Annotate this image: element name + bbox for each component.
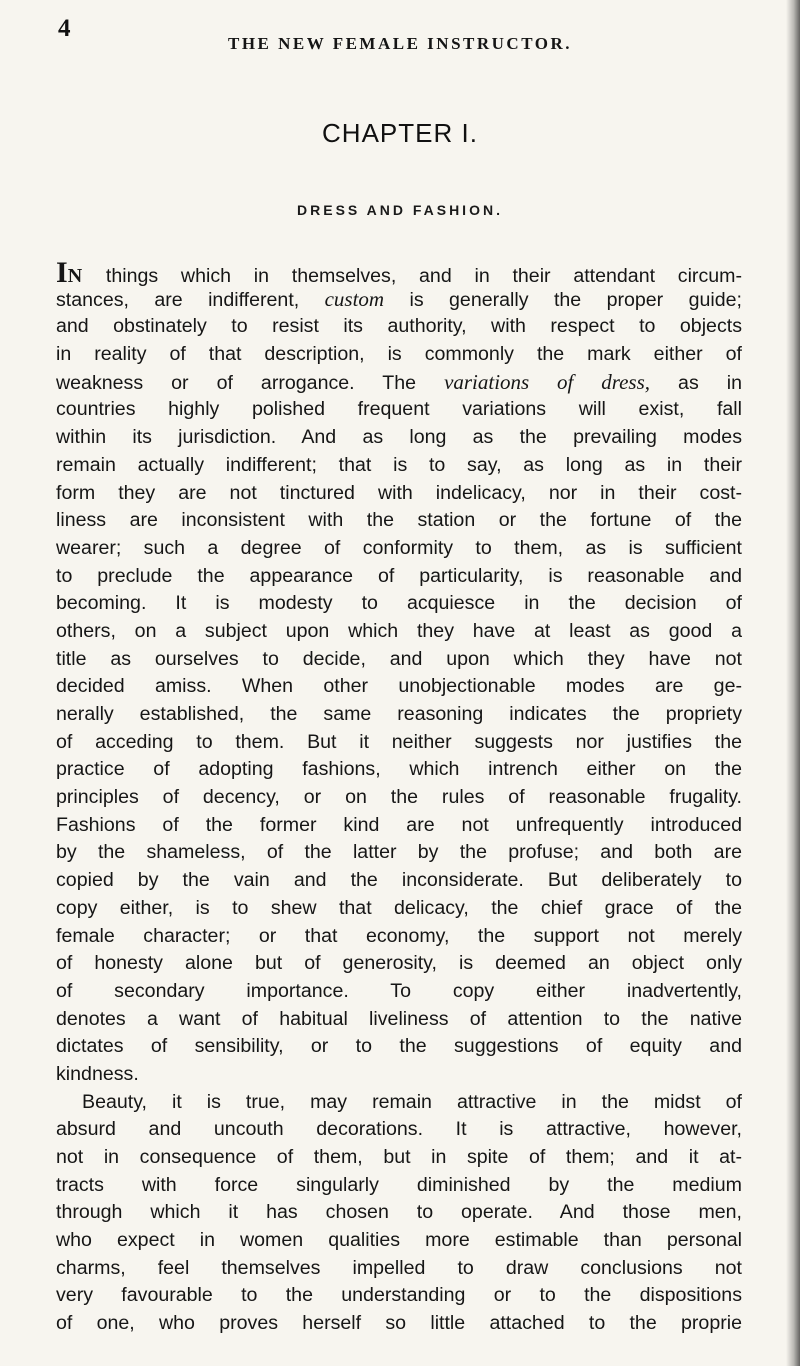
italic-word: custom <box>324 286 385 311</box>
text-line: form they are not tinctured with indelicacy, nor in their cost- <box>56 481 742 504</box>
chapter-title: CHAPTER I. <box>322 118 478 148</box>
text-line: and obstinately to resist its authority, with respect to objects <box>56 315 742 338</box>
text-line: by the shameless, of the latter by the profuse; and both are <box>56 841 742 864</box>
text-line: Beauty, it is true, may remain attractive in the midst of <box>82 1090 742 1113</box>
text-line: others, on a subject upon which they have at least as good a <box>56 619 742 642</box>
italic-phrase: variations of dress, <box>444 369 651 394</box>
text-line: nerally established, the same reasoning indicates the propriety <box>56 703 742 725</box>
text-line: of one, who proves herself so little attached to the proprie <box>56 1312 742 1335</box>
text-line: stances, are indifferent, custom is generally the proper guide; <box>56 286 742 311</box>
text-line: kindness. <box>56 1062 139 1085</box>
text-line: through which it has chosen to operate. And those men, <box>56 1201 742 1224</box>
text-line: dictates of sensibility, or to the suggestions of equity and <box>56 1035 742 1058</box>
text-line: copy either, is to shew that delicacy, the chief grace of the <box>56 896 742 919</box>
text-line: weakness or of arrogance. The variations of dress, as in <box>56 369 743 394</box>
text-line: wearer; such a degree of conformity to them, as is sufficient <box>56 536 742 559</box>
text-line: principles of decency, or on the rules of reasonable frugality. <box>56 786 742 809</box>
running-head: THE NEW FEMALE INSTRUCTOR. <box>228 34 572 53</box>
text-line: in reality of that description, is commonly the mark either of <box>56 343 742 366</box>
chapter-subtitle: DRESS AND FASHION. <box>297 202 503 218</box>
text-line: copied by the vain and the inconsiderate. But deliberately to <box>56 869 742 892</box>
text-line: of honesty alone but of generosity, is deemed an object only <box>56 952 742 975</box>
text-line: absurd and uncouth decorations. It is attractive, however, <box>56 1118 742 1141</box>
text-line: to preclude the appearance of particularity, is reasonable and <box>56 564 742 587</box>
text-line: not in consequence of them, but in spite of them; and it at- <box>56 1146 742 1168</box>
text-line: countries highly polished frequent variations will exist, fall <box>56 398 742 421</box>
small-caps-word: N <box>67 265 84 287</box>
text-line: very favourable to the understanding or to the dispositions <box>56 1284 742 1307</box>
text-line: of acceding to them. But it neither suggests nor justifies the <box>56 730 742 753</box>
text-line: becoming. It is modesty to acquiesce in the decision of <box>56 592 742 615</box>
text-line: tracts with force singularly diminished by the medium <box>56 1173 742 1196</box>
text-line: charms, feel themselves impelled to draw conclusions not <box>56 1256 742 1279</box>
text-line: within its jurisdiction. And as long as the prevailing modes <box>56 426 742 449</box>
text-line: IN things which in themselves, and in their attendant circum- <box>56 256 742 289</box>
text-line: liness are inconsistent with the station or the fortune of the <box>56 509 742 532</box>
text-line: denotes a want of habitual liveliness of attention to the native <box>56 1007 742 1030</box>
text-line: Fashions of the former kind are not unfrequently introduced <box>56 813 742 836</box>
text-line: title as ourselves to decide, and upon which they have not <box>56 647 742 670</box>
page-number: 4 <box>58 15 71 42</box>
text-line: remain actually indifferent; that is to say, as long as in their <box>56 453 742 476</box>
text-line: decided amiss. When other unobjectionable modes are ge- <box>56 675 742 698</box>
text-line: female character; or that economy, the support not merely <box>56 924 742 947</box>
body-text <box>56 258 742 1338</box>
text-line: of secondary importance. To copy either inadvertently, <box>56 979 742 1002</box>
text-line: who expect in women qualities more estimable than personal <box>56 1229 742 1252</box>
drop-cap: I <box>56 256 68 289</box>
text-line: practice of adopting fashions, which intrench either on the <box>56 758 742 781</box>
